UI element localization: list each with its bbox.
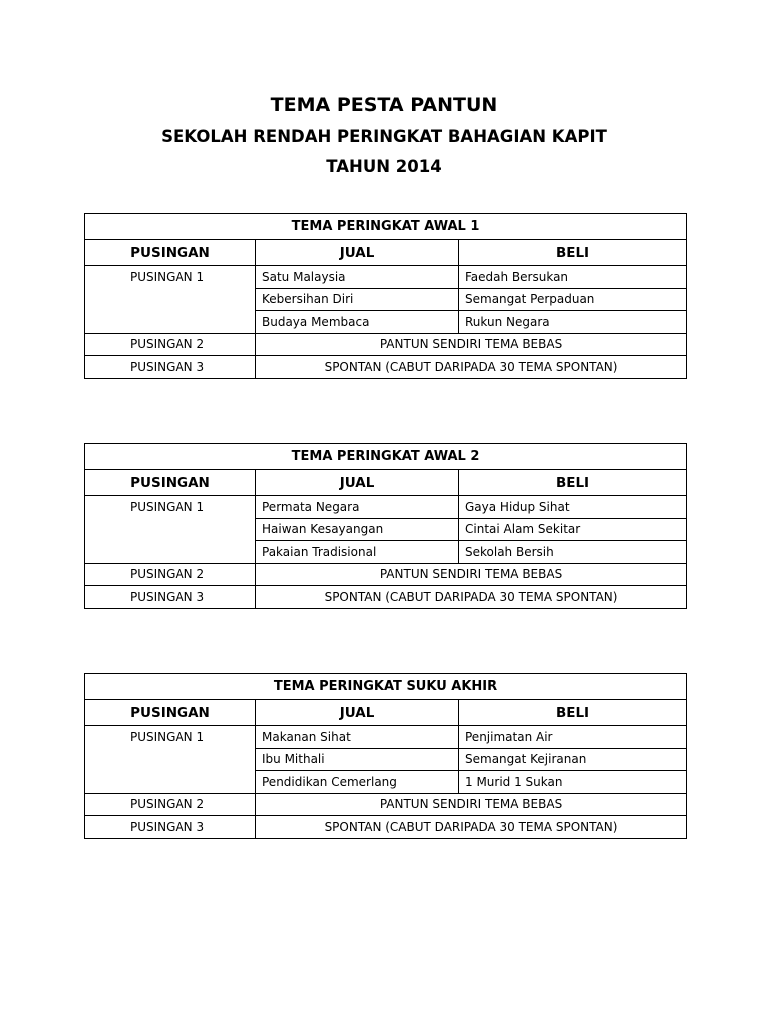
header-jual: JUAL bbox=[256, 240, 459, 266]
beli-cell: Sekolah Bersih bbox=[459, 541, 687, 564]
round-2-theme: PANTUN SENDIRI TEMA BEBAS bbox=[256, 793, 687, 816]
round-2-label: PUSINGAN 2 bbox=[85, 793, 256, 816]
beli-cell: Rukun Negara bbox=[459, 311, 687, 334]
header-pusingan: PUSINGAN bbox=[85, 240, 256, 266]
jual-cell: Ibu Mithali bbox=[256, 748, 459, 771]
jual-cell: Permata Negara bbox=[256, 496, 459, 519]
header-jual: JUAL bbox=[256, 470, 459, 496]
beli-cell: Penjimatan Air bbox=[459, 726, 687, 749]
header-pusingan: PUSINGAN bbox=[85, 470, 256, 496]
round-2-label: PUSINGAN 2 bbox=[85, 563, 256, 586]
header-beli: BELI bbox=[459, 700, 687, 726]
document-title: TEMA PESTA PANTUN bbox=[270, 94, 498, 116]
round-3-label: PUSINGAN 3 bbox=[85, 356, 256, 379]
round-2-theme: PANTUN SENDIRI TEMA BEBAS bbox=[256, 333, 687, 356]
tema-table-awal-2 bbox=[84, 443, 687, 609]
header-jual: JUAL bbox=[256, 700, 459, 726]
jual-cell: Pakaian Tradisional bbox=[256, 541, 459, 564]
beli-cell: Cintai Alam Sekitar bbox=[459, 518, 687, 541]
beli-cell: 1 Murid 1 Sukan bbox=[459, 771, 687, 794]
jual-cell: Haiwan Kesayangan bbox=[256, 518, 459, 541]
tema-table-awal-1 bbox=[84, 213, 687, 379]
beli-cell: Semangat Perpaduan bbox=[459, 288, 687, 311]
round-3-theme: SPONTAN (CABUT DARIPADA 30 TEMA SPONTAN) bbox=[256, 586, 687, 609]
round-3-label: PUSINGAN 3 bbox=[85, 586, 256, 609]
round-3-theme: SPONTAN (CABUT DARIPADA 30 TEMA SPONTAN) bbox=[256, 356, 687, 379]
document-year: TAHUN 2014 bbox=[326, 157, 442, 176]
document-subtitle: SEKOLAH RENDAH PERINGKAT BAHAGIAN KAPIT bbox=[161, 127, 607, 146]
round-2-theme: PANTUN SENDIRI TEMA BEBAS bbox=[256, 563, 687, 586]
round-2-label: PUSINGAN 2 bbox=[85, 333, 256, 356]
round-1-label: PUSINGAN 1 bbox=[85, 726, 256, 794]
jual-cell: Budaya Membaca bbox=[256, 311, 459, 334]
jual-cell: Pendidikan Cemerlang bbox=[256, 771, 459, 794]
table-caption: TEMA PERINGKAT AWAL 1 bbox=[85, 214, 687, 240]
jual-cell: Makanan Sihat bbox=[256, 726, 459, 749]
round-1-label: PUSINGAN 1 bbox=[85, 496, 256, 564]
jual-cell: Satu Malaysia bbox=[256, 266, 459, 289]
header-beli: BELI bbox=[459, 240, 687, 266]
header-pusingan: PUSINGAN bbox=[85, 700, 256, 726]
header-beli: BELI bbox=[459, 470, 687, 496]
table-caption: TEMA PERINGKAT SUKU AKHIR bbox=[85, 674, 687, 700]
round-3-label: PUSINGAN 3 bbox=[85, 816, 256, 839]
jual-cell: Kebersihan Diri bbox=[256, 288, 459, 311]
beli-cell: Semangat Kejiranan bbox=[459, 748, 687, 771]
tema-table-suku-akhir bbox=[84, 673, 687, 839]
beli-cell: Gaya Hidup Sihat bbox=[459, 496, 687, 519]
beli-cell: Faedah Bersukan bbox=[459, 266, 687, 289]
round-1-label: PUSINGAN 1 bbox=[85, 266, 256, 334]
table-caption: TEMA PERINGKAT AWAL 2 bbox=[85, 444, 687, 470]
round-3-theme: SPONTAN (CABUT DARIPADA 30 TEMA SPONTAN) bbox=[256, 816, 687, 839]
